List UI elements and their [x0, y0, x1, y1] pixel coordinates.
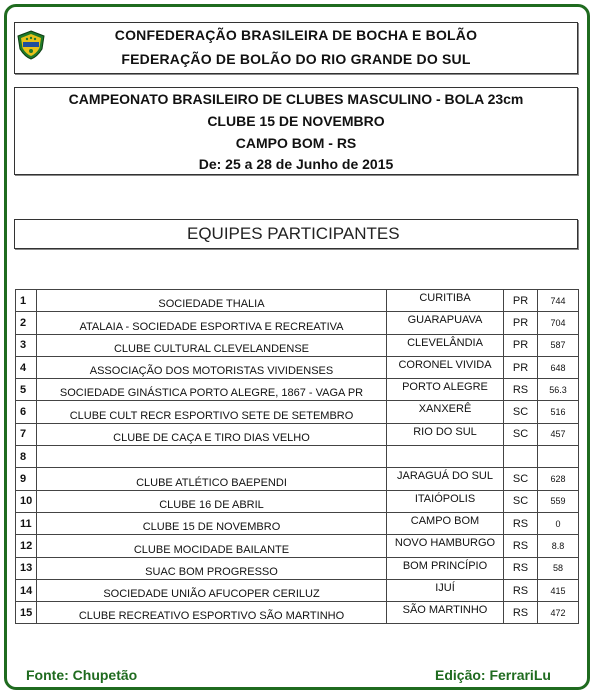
- team-score: 648: [538, 356, 579, 378]
- team-number: 7: [16, 423, 37, 445]
- table-row: [16, 423, 579, 445]
- team-score: 8.8: [538, 535, 579, 557]
- team-club: CLUBE MOCIDADE BAILANTE: [37, 535, 387, 557]
- table-row: [16, 334, 579, 356]
- team-club: ASSOCIAÇÃO DOS MOTORISTAS VIVIDENSES: [37, 356, 387, 378]
- team-score: 58: [538, 557, 579, 579]
- team-number: 11: [16, 512, 37, 534]
- table-row: [16, 557, 579, 579]
- team-city: GUARAPUAVA: [387, 312, 504, 334]
- table-row: [16, 468, 579, 490]
- team-city: XANXERÊ: [387, 401, 504, 423]
- team-state: RS: [504, 579, 538, 601]
- team-club: CLUBE ATLÉTICO BAEPENDI: [37, 468, 387, 490]
- team-state: PR: [504, 312, 538, 334]
- team-city: JARAGUÁ DO SUL: [387, 468, 504, 490]
- federation-header: [14, 22, 578, 74]
- table-row: [16, 379, 579, 401]
- team-state: SC: [504, 468, 538, 490]
- team-state: RS: [504, 602, 538, 624]
- team-club: [37, 446, 387, 468]
- host-city: CAMPO BOM - RS: [235, 135, 357, 151]
- team-city: CURITIBA: [387, 290, 504, 312]
- confederation-name: CONFEDERAÇÃO BRASILEIRA DE BOCHA E BOLÃO: [114, 27, 478, 43]
- table-row: [16, 512, 579, 534]
- team-club: CLUBE 16 DE ABRIL: [37, 490, 387, 512]
- table-row: [16, 290, 579, 312]
- teams-table: [15, 289, 579, 624]
- edition-credit: Edição: FerrariLu: [435, 667, 551, 683]
- event-header: [14, 87, 578, 175]
- team-city: [387, 446, 504, 468]
- team-city: BOM PRINCÍPIO: [387, 557, 504, 579]
- team-state: PR: [504, 290, 538, 312]
- team-state: RS: [504, 379, 538, 401]
- team-score: 628: [538, 468, 579, 490]
- table-row: [16, 356, 579, 378]
- team-city: IJUÍ: [387, 579, 504, 601]
- source-credit: Fonte: Chupetão: [26, 667, 138, 683]
- event-dates: De: 25 a 28 de Junho de 2015: [198, 156, 394, 172]
- team-city: CORONEL VIVIDA: [387, 356, 504, 378]
- team-city: SÃO MARTINHO: [387, 602, 504, 624]
- team-city: RIO DO SUL: [387, 423, 504, 445]
- team-club: CLUBE DE CAÇA E TIRO DIAS VELHO: [37, 423, 387, 445]
- team-state: PR: [504, 334, 538, 356]
- team-number: 15: [16, 602, 37, 624]
- team-club: SOCIEDADE THALIA: [37, 290, 387, 312]
- team-state: RS: [504, 512, 538, 534]
- table-row: [16, 602, 579, 624]
- team-club: CLUBE RECREATIVO ESPORTIVO SÃO MARTINHO: [37, 602, 387, 624]
- team-number: 5: [16, 379, 37, 401]
- team-city: NOVO HAMBURGO: [387, 535, 504, 557]
- team-number: 8: [16, 446, 37, 468]
- team-city: PORTO ALEGRE: [387, 379, 504, 401]
- team-score: 0: [538, 512, 579, 534]
- team-club: CLUBE CULTURAL CLEVELANDENSE: [37, 334, 387, 356]
- team-score: 457: [538, 423, 579, 445]
- team-city: CLEVELÂNDIA: [387, 334, 504, 356]
- team-score: 587: [538, 334, 579, 356]
- team-number: 10: [16, 490, 37, 512]
- team-state: RS: [504, 535, 538, 557]
- team-score: 472: [538, 602, 579, 624]
- team-number: 4: [16, 356, 37, 378]
- team-state: RS: [504, 557, 538, 579]
- team-score: 744: [538, 290, 579, 312]
- championship-title: CAMPEONATO BRASILEIRO DE CLUBES MASCULINO - BOLA 23cm: [68, 91, 524, 107]
- team-city: ITAIÓPOLIS: [387, 490, 504, 512]
- federation-name: FEDERAÇÃO DE BOLÃO DO RIO GRANDE DO SUL: [121, 51, 471, 67]
- team-club: SOCIEDADE GINÁSTICA PORTO ALEGRE, 1867 - VAGA PR: [37, 379, 387, 401]
- team-number: 6: [16, 401, 37, 423]
- team-score: 559: [538, 490, 579, 512]
- table-row: [16, 535, 579, 557]
- team-city: CAMPO BOM: [387, 512, 504, 534]
- team-score: 516: [538, 401, 579, 423]
- table-row: [16, 446, 579, 468]
- team-number: 12: [16, 535, 37, 557]
- team-number: 9: [16, 468, 37, 490]
- section-title: EQUIPES PARTICIPANTES: [14, 219, 578, 249]
- team-score: [538, 446, 579, 468]
- table-row: [16, 490, 579, 512]
- team-state: [504, 446, 538, 468]
- team-score: 415: [538, 579, 579, 601]
- federation-logo-icon: [16, 30, 46, 60]
- team-number: 14: [16, 579, 37, 601]
- team-number: 3: [16, 334, 37, 356]
- team-club: CLUBE 15 DE NOVEMBRO: [37, 512, 387, 534]
- table-row: [16, 401, 579, 423]
- team-club: ATALAIA - SOCIEDADE ESPORTIVA E RECREATIVA: [37, 312, 387, 334]
- team-state: SC: [504, 401, 538, 423]
- team-score: 56.3: [538, 379, 579, 401]
- team-club: SOCIEDADE UNIÃO AFUCOPER CERILUZ: [37, 579, 387, 601]
- team-number: 1: [16, 290, 37, 312]
- team-club: SUAC BOM PROGRESSO: [37, 557, 387, 579]
- team-score: 704: [538, 312, 579, 334]
- team-state: PR: [504, 356, 538, 378]
- team-state: SC: [504, 490, 538, 512]
- table-row: [16, 579, 579, 601]
- team-number: 2: [16, 312, 37, 334]
- team-club: CLUBE CULT RECR ESPORTIVO SETE DE SETEMBRO: [37, 401, 387, 423]
- table-row: [16, 312, 579, 334]
- team-state: SC: [504, 423, 538, 445]
- host-club: CLUBE 15 DE NOVEMBRO: [207, 113, 385, 129]
- team-number: 13: [16, 557, 37, 579]
